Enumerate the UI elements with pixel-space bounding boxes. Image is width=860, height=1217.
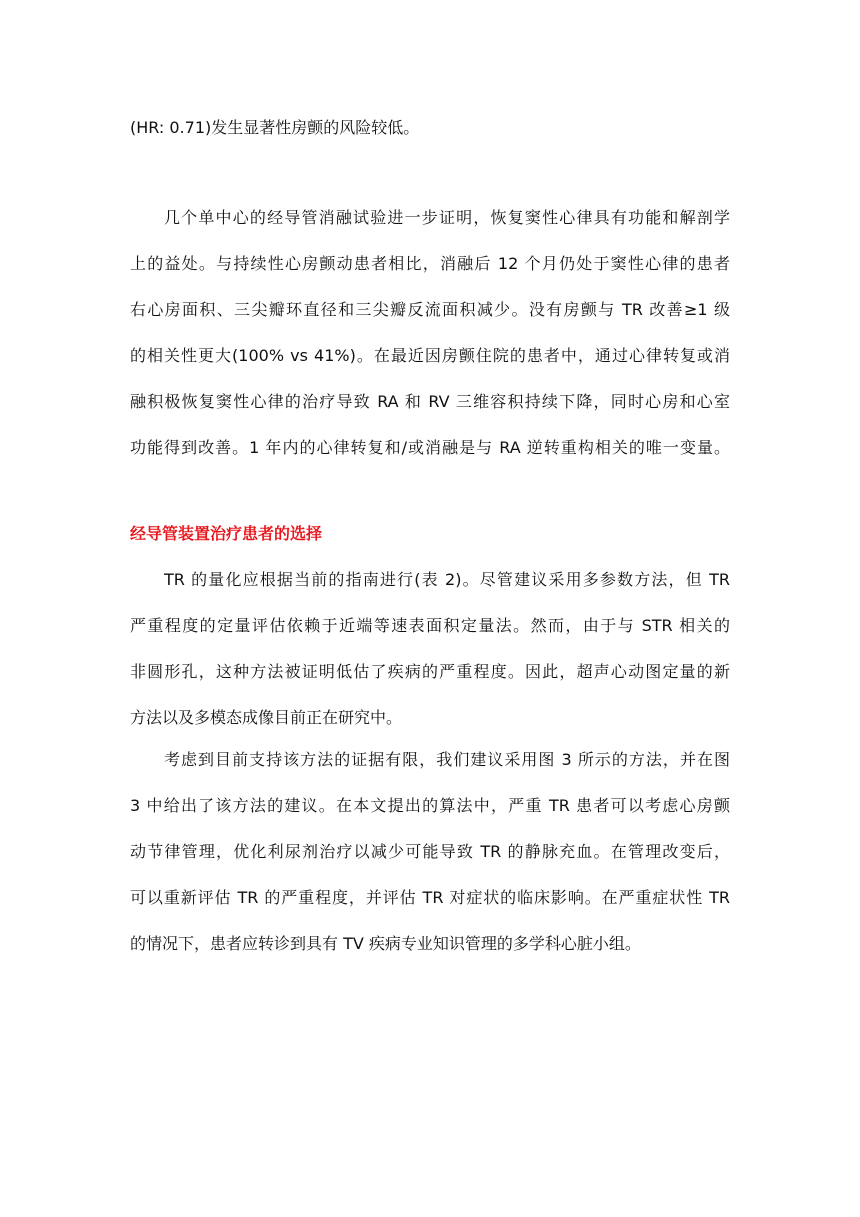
text-line: 动节律管理，优化利尿剂治疗以减少可能导致 TR 的静脉充血。在管理改变后， bbox=[130, 842, 730, 861]
text-line: 的相关性更大(100% vs 41%)。在最近因房颤住院的患者中，通过心律转复或消 bbox=[130, 346, 730, 365]
text-line: 功能得到改善。1 年内的心律转复和/或消融是与 RA 逆转重构相关的唯一变量。 bbox=[130, 438, 730, 457]
text-line: 几个单中心的经导管消融试验进一步证明，恢复窦性心律具有功能和解剖学 bbox=[164, 208, 730, 227]
text-line: 方法以及多模态成像目前正在研究中。 bbox=[130, 708, 403, 727]
text-line: 上的益处。与持续性心房颤动患者相比，消融后 12 个月仍处于窦性心律的患者 bbox=[130, 254, 730, 273]
section-heading: 经导管装置治疗患者的选择 bbox=[130, 524, 323, 543]
text-line: 右心房面积、三尖瓣环直径和三尖瓣反流面积减少。没有房颤与 TR 改善≥1 级 bbox=[130, 300, 730, 319]
text-line: 考虑到目前支持该方法的证据有限，我们建议采用图 3 所示的方法，并在图 bbox=[164, 750, 730, 769]
text-line: 3 中给出了该方法的建议。在本文提出的算法中，严重 TR 患者可以考虑心房颤 bbox=[130, 796, 730, 815]
text-line: (HR: 0.71)发生显著性房颤的风险较低。 bbox=[130, 118, 420, 137]
text-line: 严重程度的定量评估依赖于近端等速表面积定量法。然而，由于与 STR 相关的 bbox=[130, 616, 730, 635]
text-line: 的情况下，患者应转诊到具有 TV 疾病专业知识管理的多学科心脏小组。 bbox=[130, 934, 641, 953]
text-line: TR 的量化应根据当前的指南进行(表 2)。尽管建议采用多参数方法，但 TR bbox=[164, 570, 730, 589]
text-line: 可以重新评估 TR 的严重程度，并评估 TR 对症状的临床影响。在严重症状性 TR bbox=[130, 888, 730, 907]
text-line: 融积极恢复窦性心律的治疗导致 RA 和 RV 三维容积持续下降，同时心房和心室 bbox=[130, 392, 730, 411]
text-line: 非圆形孔，这种方法被证明低估了疾病的严重程度。因此，超声心动图定量的新 bbox=[130, 662, 730, 681]
